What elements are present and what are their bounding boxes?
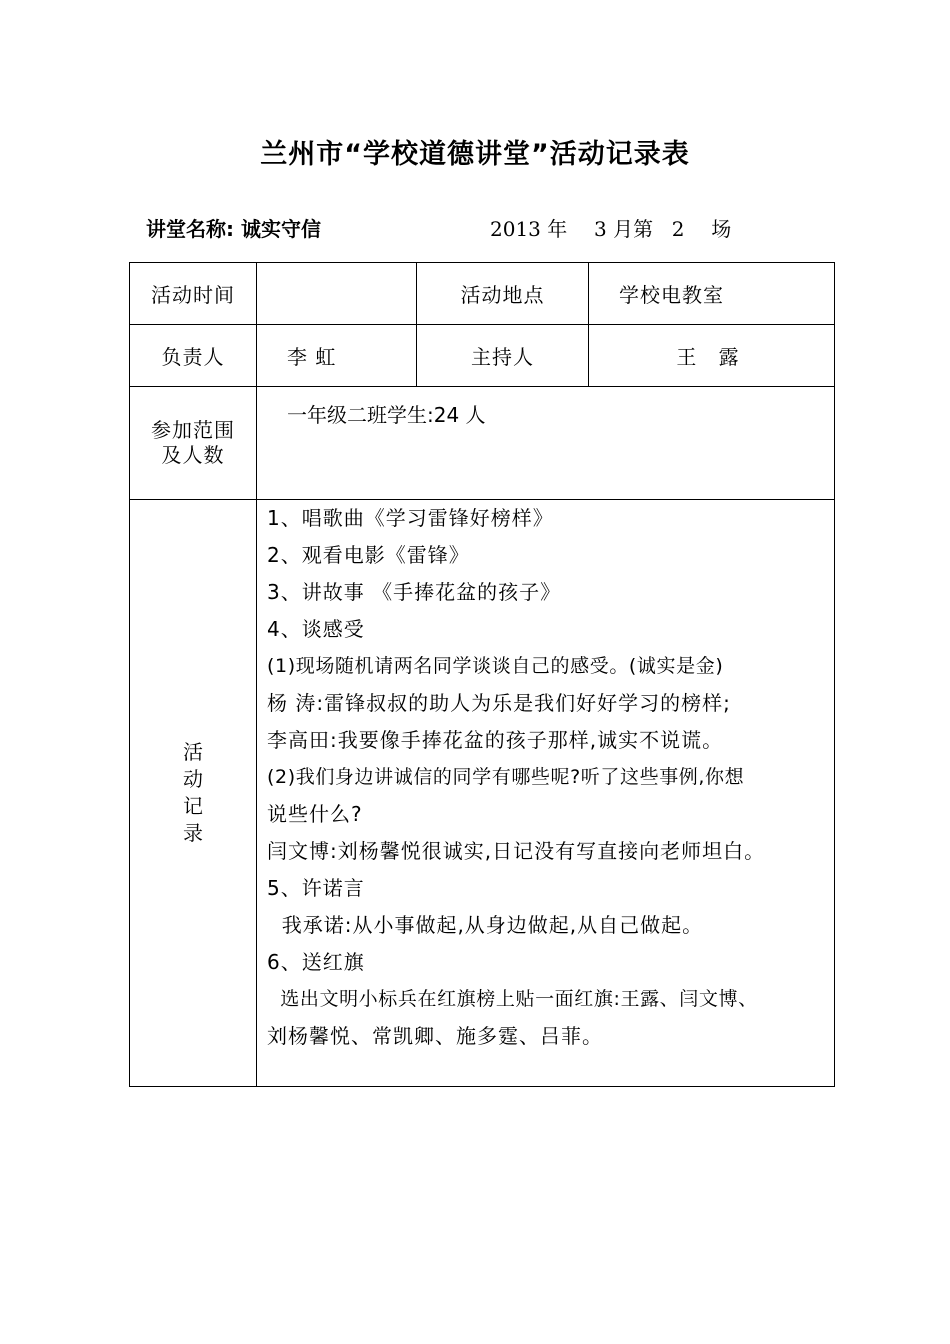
record-line: 刘杨馨悦、常凯卿、施多霆、吕菲。 [267,1024,603,1048]
record-label-char: 活 [183,740,203,764]
table-row [130,387,835,500]
session-date-line [490,214,731,244]
session-number: 2 [671,217,685,241]
lecture-name-line [146,214,321,244]
record-label-char: 动 [183,767,203,791]
record-line: 5、许诺言 [267,876,365,900]
place-label: 活动地点 [417,263,589,325]
scope-label [130,387,257,500]
scope-value: 一年级二班学生:24 人 [257,387,835,500]
record-line: (2)我们身边讲诚信的同学有哪些呢?听了这些事例,你想 [267,766,745,788]
record-line: 选出文明小标兵在红旗榜上贴一面红旗:王露、闫文博、 [267,988,758,1010]
session-suffix: 场 [711,217,732,241]
year-text: 2013 年 [490,217,568,241]
record-line: 4、谈感受 [267,617,365,641]
record-line: 1、唱歌曲《学习雷锋好榜样》 [267,506,554,530]
host-label: 主持人 [417,325,589,387]
session-prefix: 第 [633,217,654,241]
record-line: 3、讲故事 《手捧花盆的孩子》 [267,580,562,604]
record-line: 杨 涛:雷锋叔叔的助人为乐是我们好好学习的榜样; [267,691,731,715]
page-title: 兰州市“学校道德讲堂”活动记录表 [260,139,690,170]
leader-label: 负责人 [130,325,257,387]
record-content [257,500,835,1087]
record-label-char: 录 [183,821,203,845]
record-line: 2、观看电影《雷锋》 [267,543,470,567]
place-value: 学校电教室 [589,263,835,325]
table-row [130,263,835,325]
activity-record-table [129,262,835,1087]
host-value: 王 露 [589,325,835,387]
record-line: 我承诺:从小事做起,从身边做起,从自己做起。 [267,913,704,937]
lecture-label: 讲堂名称: [146,217,234,241]
scope-label-line: 参加范围 [151,418,235,442]
scope-label-line: 及人数 [161,443,225,467]
record-line: (1)现场随机请两名同学谈谈自己的感受。(诚实是金) [267,655,724,677]
record-line: 闫文博:刘杨馨悦很诚实,日记没有写直接向老师坦白。 [267,839,766,863]
table-row [130,325,835,387]
month-text: 3 月 [593,217,634,241]
record-line: 说些什么? [267,802,363,826]
lecture-name: 诚实守信 [240,217,321,241]
leader-value: 李 虹 [257,325,417,387]
record-line: 6、送红旗 [267,950,365,974]
time-label: 活动时间 [130,263,257,325]
time-value [257,263,417,325]
record-line: 李高田:我要像手捧花盆的孩子那样,诚实不说谎。 [267,728,724,752]
record-label-char: 记 [183,794,203,818]
record-label [130,500,257,1087]
table-row [130,500,835,1087]
